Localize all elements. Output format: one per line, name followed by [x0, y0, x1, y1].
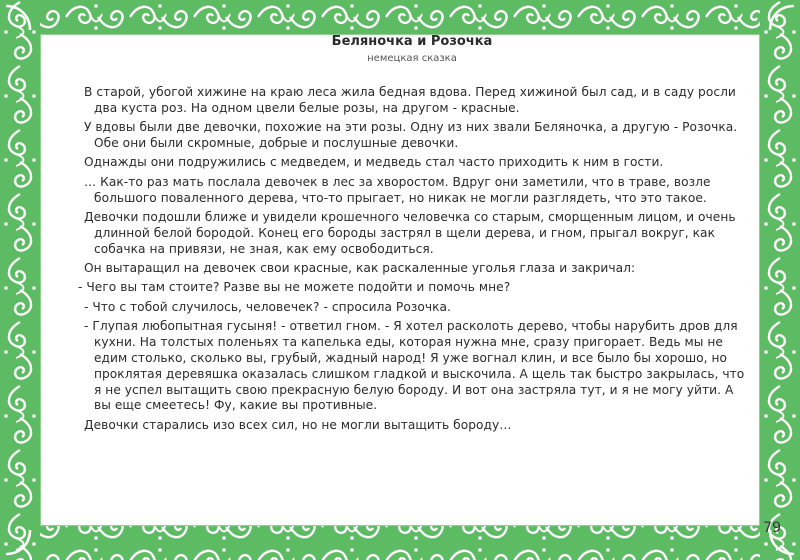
paragraph-10: Девочки старались изо всех сил, но не могли вытащить бороду… [84, 417, 512, 432]
document-body [78, 34, 746, 437]
paragraph-3: Однажды они подружились с медведем, и медведь стал часто приходить к ним в гости. [84, 155, 664, 170]
paragraph-4: … Как-то раз мать послала девочек в лес за хворостом. Вдруг они заметили, что в траве, возле большого поваленного дерева, что-то прыгает, но никак не могли разглядеть, что это такое. [84, 174, 711, 205]
paragraph-7: - Чего вы там стоите? Разве вы не можете подойти и помочь мне? [78, 280, 511, 295]
paragraph-2: У вдовы были две девочки, похожие на эти розы. Одну из них звали Беляночка, а другую - Розочка. Обе они были скромные, добрые и послушные девочки. [84, 120, 738, 151]
paragraph-1: В старой, убогой хижине на краю леса жила бедная вдова. Перед хижиной был сад, и в саду росли два куста роз. На одном цвели белые розы, на другом - красные. [84, 85, 736, 115]
paragraph-9: - Глупая любопытная гусыня! - ответил гном. - Я хотел расколоть дерево, чтобы нарубить дров для кухни. На толстых поленьях та капелька еды, которая нужна мне, сразу пригорает. Ведь мы не едим столько, сколько вы, грубый, жадный народ! Я уже вогнал клин, и все было бы хорошо, но проклятая деревяшка оказалась слишком гладкой и выскочила. А щель так быстро закрылась, что я не успел вытащить свою прекрасную белую бороду. И вот она застряла тут, и я не могу уйти. А вы еще смеетесь! Фу, какие вы противные. [84, 318, 745, 413]
paragraph-8: - Что с тобой случилось, человечек? - спросила Розочка. [84, 299, 451, 314]
paragraph-5: Девочки подошли ближе и увидели крошечного человечка со старым, сморщенным лицом, и очень длинной белой бородой. Конец его бороды застрял в щели дерева, и гном, прыгал вокруг, как собачка на привязи, не зная, как ему освободиться. [84, 209, 736, 256]
document-subtitle: немецкая сказка [367, 53, 457, 64]
paragraph-6: Он вытаращил на девочек свои красные, как раскаленные уголья глаза и закричал: [84, 261, 636, 276]
page-number: 79 [763, 520, 781, 536]
document-title: Беляночка и Розочка [331, 34, 493, 49]
